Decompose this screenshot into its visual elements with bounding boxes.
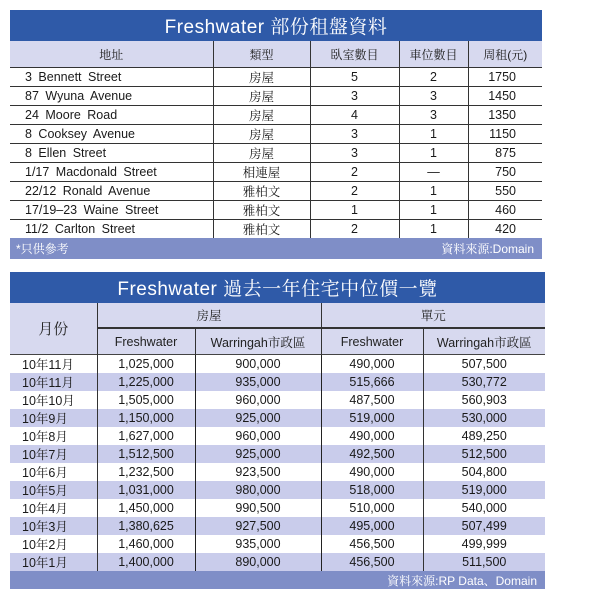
type-cell: 房屋 <box>213 87 310 106</box>
bedrooms-cell: 1 <box>310 201 399 220</box>
month-cell: 10年4月 <box>22 502 68 516</box>
bedrooms-cell: 2 <box>310 220 399 239</box>
header-parking: 車位數目 <box>399 41 468 68</box>
header-house-freshwater: Freshwater <box>97 328 195 355</box>
unit-warringah-cell: 507,499 <box>423 517 545 535</box>
rental-table-title-bar <box>10 10 542 41</box>
house-warringah-cell: 923,500 <box>195 463 321 481</box>
header-house-warringah: Warringah市政區 <box>195 328 321 355</box>
house-freshwater-cell: 1,232,500 <box>97 463 195 481</box>
address-cell: 11/2 Carlton Street <box>10 220 213 239</box>
house-freshwater-cell: 1,225,000 <box>97 373 195 391</box>
median-price-table <box>10 272 545 589</box>
unit-warringah-cell: 499,999 <box>423 535 545 553</box>
unit-freshwater-cell: 456,500 <box>321 553 423 571</box>
rent-cell: 1150 <box>468 125 542 144</box>
table-row <box>10 87 542 106</box>
table-row <box>10 373 545 391</box>
bedrooms-cell: 3 <box>310 144 399 163</box>
month-cell: 10年3月 <box>10 517 97 535</box>
house-warringah-cell: 960,000 <box>195 427 321 445</box>
median-table-title: Freshwater 過去一年住宅中位價一覽 <box>117 279 438 300</box>
house-freshwater-cell: 1,460,000 <box>97 535 195 553</box>
unit-freshwater-cell: 490,000 <box>321 427 423 445</box>
table-row <box>10 553 545 571</box>
parking-cell: 2 <box>399 68 468 87</box>
house-freshwater-cell: 1,150,000 <box>97 409 195 427</box>
header-unit-freshwater: Freshwater <box>321 328 423 355</box>
rent-cell: 1450 <box>468 87 542 106</box>
rent-cell: 875 <box>468 144 542 163</box>
month-cell: 10年5月 <box>10 481 97 499</box>
bedrooms-cell: 5 <box>310 68 399 87</box>
type-cell: 房屋 <box>213 125 310 144</box>
bedrooms-cell: 3 <box>310 87 399 106</box>
unit-freshwater-cell: 456,500 <box>321 535 423 553</box>
rental-table-footer <box>10 238 542 259</box>
house-warringah-cell: 890,000 <box>195 553 321 571</box>
type-cell: 房屋 <box>213 106 310 125</box>
rental-table-title: Freshwater 部份租盤資料 <box>164 17 388 38</box>
address-cell: 8 Ellen Street <box>10 144 213 163</box>
header-type: 類型 <box>213 41 310 68</box>
unit-freshwater-cell: 519,000 <box>321 409 423 427</box>
month-cell: 10年9月 <box>10 409 97 427</box>
median-table-footer <box>10 571 545 589</box>
unit-freshwater-cell: 510,000 <box>321 499 423 517</box>
type-cell: 雅柏文 <box>213 182 310 201</box>
month-cell: 10年7月 <box>10 445 97 463</box>
unit-warringah-cell: 512,500 <box>423 445 545 463</box>
unit-freshwater-cell: 490,000 <box>321 463 423 481</box>
parking-cell: 1 <box>399 125 468 144</box>
address-cell: 17/19–23 Waine Street <box>10 201 213 220</box>
house-freshwater-cell: 1,450,000 <box>97 499 195 517</box>
house-warringah-cell: 935,000 <box>195 373 321 391</box>
month-cell: 10年11月 <box>10 373 97 391</box>
rent-cell: 1750 <box>468 68 542 87</box>
parking-cell: 3 <box>399 106 468 125</box>
unit-warringah-cell: 530,000 <box>423 409 545 427</box>
parking-cell: 1 <box>399 220 468 239</box>
rental-table-header-row <box>10 41 542 68</box>
parking-cell: 1 <box>399 144 468 163</box>
month-cell: 10年2月 <box>22 538 68 552</box>
unit-freshwater-cell: 487,500 <box>321 391 423 409</box>
house-warringah-cell: 980,000 <box>195 481 321 499</box>
house-freshwater-cell: 1,505,000 <box>97 391 195 409</box>
unit-warringah-cell: 519,000 <box>423 481 545 499</box>
unit-freshwater-cell: 490,000 <box>321 355 423 374</box>
unit-warringah-cell: 511,500 <box>423 553 545 571</box>
unit-warringah-cell: 489,250 <box>423 427 545 445</box>
table-row <box>10 481 545 499</box>
house-freshwater-cell: 1,400,000 <box>97 553 195 571</box>
house-warringah-cell: 927,500 <box>195 517 321 535</box>
bedrooms-cell: 2 <box>310 182 399 201</box>
bedrooms-cell: 3 <box>310 125 399 144</box>
house-freshwater-cell: 1,031,000 <box>97 481 195 499</box>
table-row <box>10 463 545 481</box>
rent-cell: 1350 <box>468 106 542 125</box>
table-row <box>10 391 545 409</box>
address-cell: 1/17 Macdonald Street <box>10 163 213 182</box>
header-group-house: 房屋 <box>97 303 321 328</box>
table-row <box>10 427 545 445</box>
rent-cell: 460 <box>468 201 542 220</box>
parking-cell: 3 <box>399 87 468 106</box>
source-note: 資料來源:RP Data、Domain <box>387 573 537 588</box>
bedrooms-cell: 2 <box>310 163 399 182</box>
header-bedrooms: 臥室數目 <box>310 41 399 68</box>
rent-cell: 420 <box>468 220 542 239</box>
month-cell: 10年1月 <box>10 553 97 571</box>
median-table-title-bar <box>10 272 545 303</box>
house-warringah-cell: 960,000 <box>195 391 321 409</box>
table-row <box>10 68 542 87</box>
type-cell: 相連屋 <box>213 163 310 182</box>
parking-cell: 1 <box>399 201 468 220</box>
unit-freshwater-cell: 515,666 <box>321 373 423 391</box>
type-cell: 房屋 <box>213 144 310 163</box>
address-cell: 87 Wyuna Avenue <box>10 87 213 106</box>
house-freshwater-cell: 1,025,000 <box>97 355 195 374</box>
table-row <box>10 535 545 553</box>
parking-cell: 1 <box>399 182 468 201</box>
address-cell: 22/12 Ronald Avenue <box>10 182 213 201</box>
rent-cell: 550 <box>468 182 542 201</box>
house-warringah-cell: 935,000 <box>195 535 321 553</box>
rental-listings-table <box>10 10 542 259</box>
unit-warringah-cell: 507,500 <box>423 355 545 374</box>
month-cell: 10年6月 <box>22 466 68 480</box>
table-row <box>10 409 545 427</box>
header-address: 地址 <box>99 47 124 62</box>
source-note: 資料來源:Domain <box>441 242 534 256</box>
unit-warringah-cell: 530,772 <box>423 373 545 391</box>
table-row <box>10 517 545 535</box>
header-weekly-rent: 周租(元) <box>468 41 542 68</box>
unit-warringah-cell: 504,800 <box>423 463 545 481</box>
table-row <box>10 499 545 517</box>
type-cell: 雅柏文 <box>213 220 310 239</box>
house-freshwater-cell: 1,512,500 <box>97 445 195 463</box>
disclaimer-note: *只供參考 <box>16 242 69 256</box>
month-cell: 10年8月 <box>22 430 68 444</box>
table-row <box>10 355 545 374</box>
month-cell: 10年10月 <box>22 394 75 408</box>
house-warringah-cell: 925,000 <box>195 409 321 427</box>
table-row <box>10 445 545 463</box>
table-row <box>10 144 542 163</box>
house-freshwater-cell: 1,627,000 <box>97 427 195 445</box>
parking-cell: — <box>399 163 468 182</box>
unit-warringah-cell: 560,903 <box>423 391 545 409</box>
month-cell: 10年11月 <box>10 355 97 374</box>
header-month: 月份 <box>10 303 97 355</box>
type-cell: 房屋 <box>213 68 310 87</box>
address-cell: 3 Bennett Street <box>10 68 213 87</box>
address-cell: 24 Moore Road <box>10 106 213 125</box>
median-table-group-header-row <box>10 303 545 328</box>
unit-warringah-cell: 540,000 <box>423 499 545 517</box>
header-group-unit: 單元 <box>420 309 446 323</box>
table-row <box>10 125 542 144</box>
rent-cell: 750 <box>468 163 542 182</box>
house-warringah-cell: 990,500 <box>195 499 321 517</box>
address-cell: 8 Cooksey Avenue <box>10 125 213 144</box>
table-row <box>10 220 542 239</box>
unit-freshwater-cell: 518,000 <box>321 481 423 499</box>
bedrooms-cell: 4 <box>310 106 399 125</box>
table-row <box>10 106 542 125</box>
table-row <box>10 163 542 182</box>
house-warringah-cell: 925,000 <box>195 445 321 463</box>
unit-freshwater-cell: 495,000 <box>321 517 423 535</box>
header-unit-warringah: Warringah市政區 <box>423 328 545 355</box>
table-row <box>10 201 542 220</box>
unit-freshwater-cell: 492,500 <box>321 445 423 463</box>
house-warringah-cell: 900,000 <box>195 355 321 374</box>
type-cell: 雅柏文 <box>213 201 310 220</box>
house-freshwater-cell: 1,380,625 <box>97 517 195 535</box>
table-row <box>10 182 542 201</box>
